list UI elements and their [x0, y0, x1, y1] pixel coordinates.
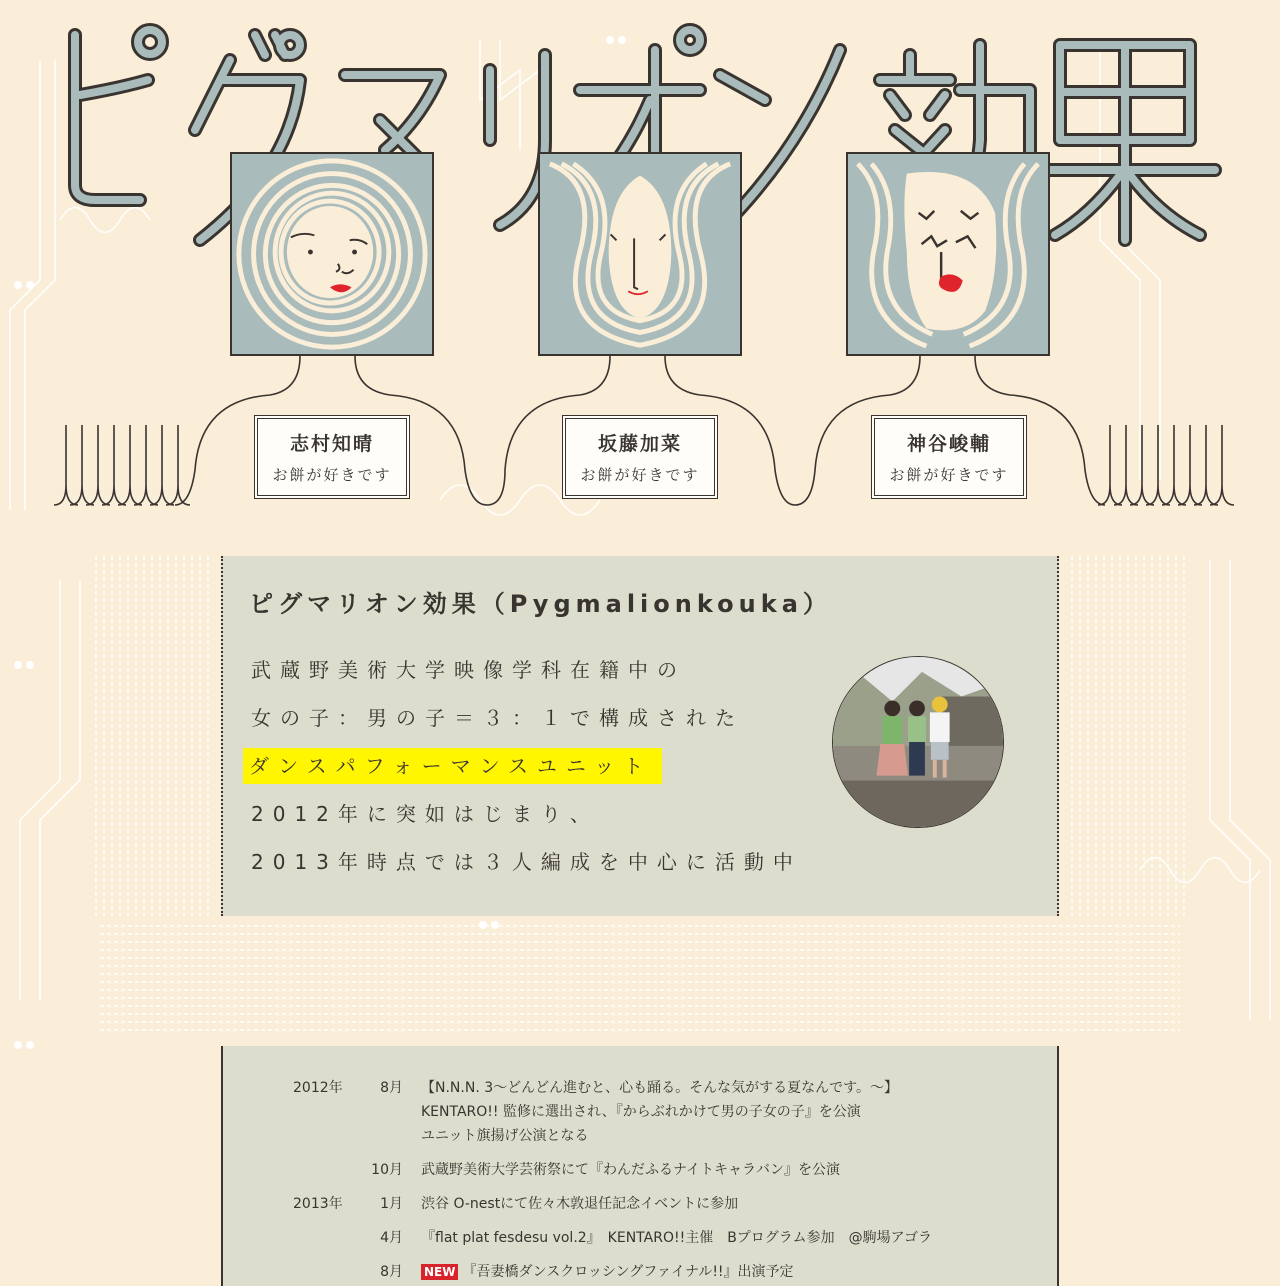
member-card-1[interactable] — [257, 418, 407, 496]
about-panel — [221, 556, 1059, 916]
about-line-3-wrap — [251, 750, 662, 779]
history-text: 『吾妻橋ダンスクロッシングファイナル!!』出演予定 — [462, 1264, 794, 1280]
history-panel — [221, 1046, 1059, 1286]
member-likes: お餅が好きです — [889, 466, 1009, 484]
history-month: 8月 — [380, 1080, 403, 1096]
member-card-2[interactable] — [565, 418, 715, 496]
member-name: 神谷峻輔 — [906, 433, 991, 455]
about-heading: ピグマリオン効果（Pygmalionkouka） — [249, 590, 832, 618]
history-text: ユニット旗揚げ公演となる — [421, 1128, 589, 1144]
member-likes: お餅が好きです — [272, 466, 392, 484]
about-line-4: 2012年に突如はじまり、 — [251, 802, 599, 826]
face-illustration-2 — [540, 154, 740, 354]
face-illustration-3 — [848, 154, 1048, 354]
history-month: 1月 — [380, 1196, 403, 1212]
member-name: 坂藤加菜 — [597, 433, 682, 455]
group-photo — [832, 656, 1004, 828]
history-year: 2012年 — [293, 1080, 343, 1096]
history-month: 8月 — [380, 1264, 403, 1280]
face-illustration-1 — [232, 154, 432, 354]
history-month: 10月 — [371, 1162, 403, 1178]
member-face-3[interactable] — [846, 152, 1050, 356]
history-month: 4月 — [380, 1230, 403, 1246]
history-text: 『flat plat fesdesu vol.2』 KENTARO!!主催 Bプログラム参加 @駒場アゴラ — [421, 1230, 932, 1246]
new-badge: NEW — [421, 1264, 458, 1280]
about-highlight: ダンスパフォーマンスユニット — [243, 748, 662, 784]
about-line-5: 2013年時点では３人編成を中心に活動中 — [251, 850, 802, 874]
history-text: 武蔵野美術大学芸術祭にて『わんだふるナイトキャラバン』を公演 — [421, 1162, 841, 1178]
member-card-3[interactable] — [874, 418, 1024, 496]
member-name: 志村知晴 — [289, 433, 374, 455]
member-face-1[interactable] — [230, 152, 434, 356]
member-face-2[interactable] — [538, 152, 742, 356]
history-text: 【N.N.N. 3〜どんどん進むと、心も踊る。そんな気がする夏なんです。〜】 — [421, 1080, 899, 1096]
history-text-wrap — [421, 1260, 794, 1284]
history-text: KENTARO!! 監修に選出され、『からぶれかけて男の子女の子』を公演 — [421, 1104, 861, 1120]
about-line-1: 武蔵野美術大学映像学科在籍中の — [251, 658, 686, 682]
member-likes: お餅が好きです — [580, 466, 700, 484]
about-line-2: 女の子：男の子＝３：１で構成された — [251, 706, 744, 730]
history-text: 渋谷 O-nestにて佐々木敦退任記念イベントに参加 — [421, 1196, 739, 1212]
history-year: 2013年 — [293, 1196, 343, 1212]
